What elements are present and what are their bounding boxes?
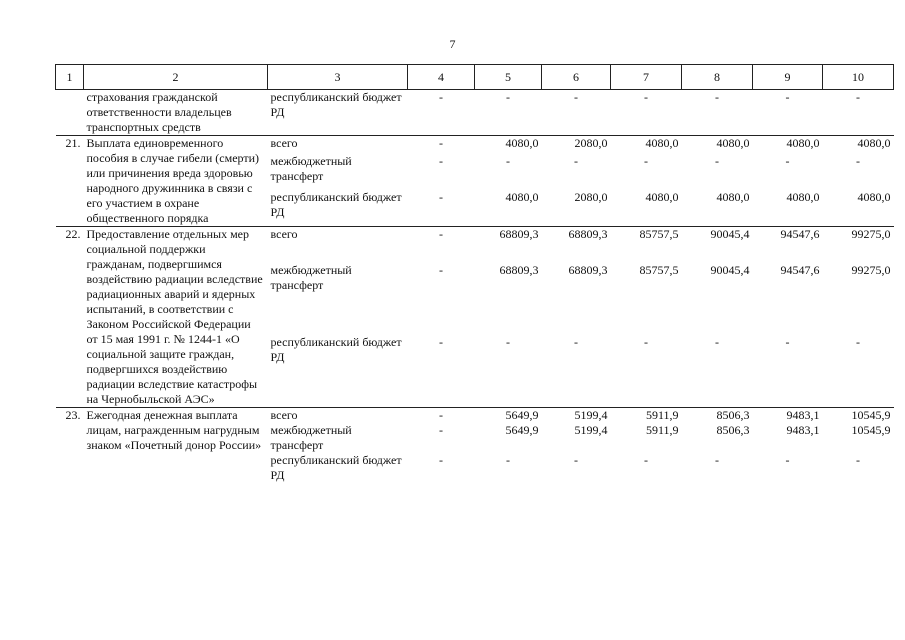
row-name: Выплата единовременного пособия в случае гибели (смерти) или причинения вреда здоровью народного дружинника в связи с его участием в охране общественного порядка — [84, 136, 268, 227]
value-cell: 4080,0 — [645, 189, 679, 204]
value-cell: 68809,3 — [542, 227, 611, 264]
value-cell: - — [785, 90, 790, 104]
value-cell: - — [408, 227, 475, 264]
table-row — [56, 227, 894, 264]
value-cell: 94547,6 — [780, 263, 820, 278]
value-cell: - — [856, 154, 860, 169]
value-cell: 5649,9 — [475, 408, 542, 424]
row-name: Предоставление отдельных мер социальной поддержки гражданам, подвергшимся воздействию радиации вследствие радиационных аварий и ядерных испытаний, в соответствии с Законом Российской Федерации от 15 мая 1991 г. № 1244-1 «О социальной защите граждан, подвергшихся воздействию радиации вследствие катастрофы на Чернобыльской АЭС» — [84, 227, 268, 408]
header-cell: 6 — [542, 65, 611, 90]
value-cell: - — [439, 334, 443, 349]
row-index: 21. — [56, 136, 84, 227]
value-cell: 2080,0 — [542, 136, 611, 155]
value-cell: 85757,5 — [611, 227, 682, 264]
value-cell: 4080,0 — [786, 189, 820, 204]
value-cell: - — [856, 334, 860, 349]
value-cell: 4080,0 — [716, 189, 750, 204]
funding-source: республиканский бюджет РД — [270, 189, 402, 219]
funding-source: межбюджетный трансферт — [270, 423, 352, 452]
value-cell: - — [506, 90, 510, 104]
value-cell: 68809,3 — [475, 227, 542, 264]
value-cell: - — [715, 154, 719, 169]
funding-source: всего — [268, 227, 408, 264]
value-cell: - — [439, 263, 443, 278]
value-cell: - — [574, 453, 578, 467]
row-index: 23. — [56, 408, 84, 484]
value-cell: - — [574, 90, 578, 104]
page-number: 7 — [449, 37, 456, 51]
value-cell: - — [506, 154, 510, 169]
header-row — [56, 65, 894, 90]
value-cell: - — [439, 423, 443, 437]
value-cell: 10545,9 — [851, 423, 891, 437]
value-cell: - — [439, 90, 443, 104]
value-cell: 5199,4 — [542, 408, 611, 424]
value-cell: - — [408, 136, 475, 155]
header-cell: 3 — [268, 65, 408, 90]
row-index: 22. — [56, 227, 84, 408]
funding-source: республиканский бюджет РД — [270, 453, 402, 482]
funding-source: межбюджетный трансферт — [270, 154, 352, 184]
header-cell: 7 — [611, 65, 682, 90]
value-cell: 4080,0 — [682, 136, 753, 155]
value-cell: - — [506, 334, 510, 349]
funding-source: всего — [268, 136, 408, 155]
value-cell: - — [439, 453, 443, 467]
value-cell: - — [644, 334, 648, 349]
value-cell: 2080,0 — [574, 189, 608, 204]
value-cell: 5649,9 — [505, 423, 539, 437]
header-cell: 9 — [753, 65, 823, 90]
value-cell: - — [785, 154, 790, 169]
value-cell: 5199,4 — [574, 423, 608, 437]
row-name: страхования гражданской ответственности владельцев транспортных средств — [86, 90, 232, 134]
value-cell: 99275,0 — [851, 263, 891, 278]
value-cell: - — [856, 90, 860, 104]
value-cell: 4080,0 — [753, 136, 823, 155]
funding-source: республиканский бюджет РД — [270, 334, 402, 364]
value-cell: 4080,0 — [857, 189, 891, 204]
funding-source: республиканский бюджет РД — [270, 90, 402, 119]
row-name: Ежегодная денежная выплата лицам, награжденным нагрудным знаком «Почетный донор России» — [84, 408, 268, 484]
value-cell: 8506,3 — [682, 408, 753, 424]
table-row — [56, 90, 894, 136]
value-cell: 85757,5 — [639, 263, 679, 278]
header-cell: 8 — [682, 65, 753, 90]
value-cell: 4080,0 — [505, 189, 539, 204]
value-cell: 4080,0 — [823, 136, 894, 155]
value-cell: 10545,9 — [823, 408, 894, 424]
header-cell: 5 — [475, 65, 542, 90]
value-cell: - — [574, 334, 578, 349]
value-cell: 90045,4 — [710, 263, 750, 278]
value-cell: 68809,3 — [499, 263, 539, 278]
value-cell: 8506,3 — [716, 423, 750, 437]
value-cell: 90045,4 — [682, 227, 753, 264]
value-cell: - — [574, 154, 578, 169]
value-cell: - — [644, 90, 648, 104]
funding-source: межбюджетный трансферт — [270, 263, 352, 293]
value-cell: - — [715, 453, 719, 467]
value-cell: - — [506, 453, 510, 467]
header-cell: 4 — [408, 65, 475, 90]
header-cell: 2 — [84, 65, 268, 90]
value-cell: 68809,3 — [568, 263, 608, 278]
value-cell: 4080,0 — [475, 136, 542, 155]
value-cell: - — [856, 453, 860, 467]
value-cell: 99275,0 — [823, 227, 894, 264]
header-cell: 10 — [823, 65, 894, 90]
value-cell: - — [644, 453, 648, 467]
value-cell: - — [644, 154, 648, 169]
table-row — [56, 136, 894, 155]
header-cell: 1 — [56, 65, 84, 90]
value-cell: 9483,1 — [786, 423, 820, 437]
value-cell: - — [439, 189, 443, 204]
row-index — [56, 90, 84, 136]
value-cell: 5911,9 — [645, 423, 679, 437]
funding-source: всего — [268, 408, 408, 424]
value-cell: - — [785, 453, 790, 467]
value-cell: - — [715, 90, 719, 104]
value-cell: - — [785, 334, 790, 349]
table-row — [56, 408, 894, 424]
value-cell: 9483,1 — [753, 408, 823, 424]
value-cell: - — [439, 154, 443, 169]
value-cell: 5911,9 — [611, 408, 682, 424]
value-cell: - — [715, 334, 719, 349]
budget-table — [55, 64, 894, 483]
value-cell: - — [408, 408, 475, 424]
value-cell: 94547,6 — [753, 227, 823, 264]
value-cell: 4080,0 — [611, 136, 682, 155]
